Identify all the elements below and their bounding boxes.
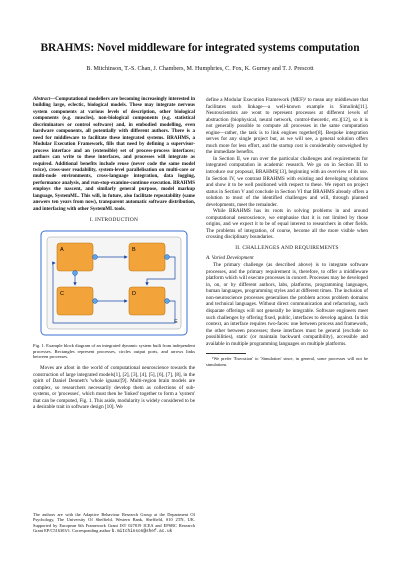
block-label-d: D [132, 290, 136, 297]
right-paragraph-3: While BRAHMS has its roots in solving problems in and around computational neuroscience, we emphasise that it is not limited by those origins, and we expect it to be of equal interest to researchers in other fields. The problems of integration, of course, become all the more visible when crossing disciplinary boundaries. [206, 208, 368, 241]
output-port-d [165, 298, 170, 303]
author-list: B. Mitchinson, T.-S. Chan, J. Chambers, M. Humphries, C. Fox, K. Gurney and T. J. Prescott [86, 66, 314, 72]
output-port-b [165, 254, 170, 259]
right-paragraph-4: The primary challenge (as described above) is to integrate software processes, and the primary requirement is, therefore, to offer a middleware platform which will execute processes in concert. Processes may be developed in, on, or by different authors, labs, platforms, programming languages, human languages, programming styles and at different times. The inclusion of non-neuroscience processes generalises the problem across problem domains and technical languages. Without direct communication and refactoring, such disparate offerings will not generally be integrable. Software engineers meet such challenges by offering fixed, public, interfaces to develop against. In this context, an interface requires two-faces: one between process and framework, the other between processes; these interfaces must be general (exclude no possibilities), static (or maintain backward compatibility), accessible and available in multiple programming languages on multiple platforms. [206, 262, 368, 347]
author-affiliation-footnote [33, 512, 195, 535]
subsection-heading-varied-development: A. Varied Development [206, 254, 254, 261]
output-port-a [93, 254, 98, 259]
figure-1 [33, 227, 195, 341]
output-port-a2 [73, 270, 78, 275]
block-label-e: E [174, 318, 178, 325]
section-heading-introduction: I. INTRODUCTION [89, 217, 139, 224]
corresponding-email: b.mitchinson@shef.ac.uk [111, 529, 173, 535]
figure-1-caption: Fig. 1. Example block diagram of an integrated dynamic system built from independent processes. Rectangles represent processes, circles output ports, and arrows links between processes. [33, 342, 195, 360]
section-heading-challenges: II. CHALLENGES AND REQUIREMENTS [235, 245, 339, 252]
affiliation-text: The authors are with the Adaptive Behaviour Research Group at the Department Of Psychology, The University Of Sheffield, Western Bank, Sheffield, S10 2TN, UK. Supported by European 6th Framework Grant IST 027819 ICEA and EPSRC Research Grant EP/C516303/1. [33, 512, 195, 534]
footnote-mef: ¹We prefer 'Execution' to 'Simulation' since, in general, some processes will not be simulations. [206, 356, 368, 367]
block-label-a: A [60, 246, 64, 253]
output-port-c [93, 298, 98, 303]
corresponding-label: Corresponding author [72, 528, 111, 534]
abstract-lead: Abstract [33, 97, 51, 102]
footnote-divider [206, 353, 246, 354]
right-column [206, 97, 368, 367]
abstract [33, 97, 195, 213]
block-diagram [33, 227, 195, 341]
right-paragraph-2: In Section II, we run over the particular challenges and requirements for integrated computation in academic research. We go on in Section III to introduce our proposal, BRAHMS[13], beginning with an overview of its use. In Section IV, we contrast BRAHMS with existing and developing solutions and show it to be well positioned with respect to these. We report on project status in Section V and conclude in Section VI that BRAHMS already offers a solution to most of the identified challenges and will, through planned developments, meet the remainder. [206, 155, 368, 208]
paper-title: BRAHMS: Novel middleware for integrated systems computation [40, 42, 360, 54]
left-column [33, 97, 195, 411]
intro-paragraph: Moves are afoot in the world of computational neuroscience towards the construction of large integrated models[1], [2], [3], [4], [5], [6], [7], [8], in the spirit of Daniel Dennett's 'whole iguana'[9]. Multi-region brain models are complex, so researchers necessarily develop them as collections of sub-systems, or 'processes', which must then be 'linked' together to form a 'system' that can be computed, Fig. 1. This aside, modularity is widely considered to be a desirable trait in software design [10]. We [33, 365, 195, 411]
block-label-c: C [60, 290, 64, 297]
abstract-text: —Computational modellers are becoming increasingly interested in building large, eclectic, biological models. These may integrate nervous system components at various levels of description, other biological components (e.g. muscles), non-biological components (e.g. statistical discriminators or control software) and, in embodied modelling, even hardware components, all potentially with different authors. There is a need for middleware to facilitate these integrated systems. BRAHMS, a Modular Execution Framework, fills that need by defining a supervisor-process interface and an (extensible) set of process-process interfaces; authors can write to these interfaces, and processes will integrate as required. Additional benefits include reuse (never code the same model twice), cross-user readability, system-level parallelisation on multi-core or multi-node environments, cross-language integration, data logging, performance analysis, and run-stop-examine-continue execution. BRAHMS employs the nascent, and similarly general purpose, model markup language, SystemML. This will, in future, also facilitate repeatability (same answers ten years from now), transparent automatic software distribution, and interfacing with other SystemML tools. [33, 97, 195, 212]
block-label-b: B [132, 246, 136, 253]
right-paragraph-1: define a Modular Execution Framework (MEF)¹ to mean any middleware that facilitates such linkage—a well-known example is Simulink[11]. Neuroscientists are wont to represent processes at different levels of abstraction (biophysical, neural network, control-theoretic, etc.)[12], so it is not generally possible to compute all processes in the same computation engine—rather, the task is to link engines together[8]. Bespoke integration serves for any single project but, as we will see, a general solution offers much more for less effort, and the startup cost is considerably outweighed by the immediate benefits. [206, 97, 368, 156]
